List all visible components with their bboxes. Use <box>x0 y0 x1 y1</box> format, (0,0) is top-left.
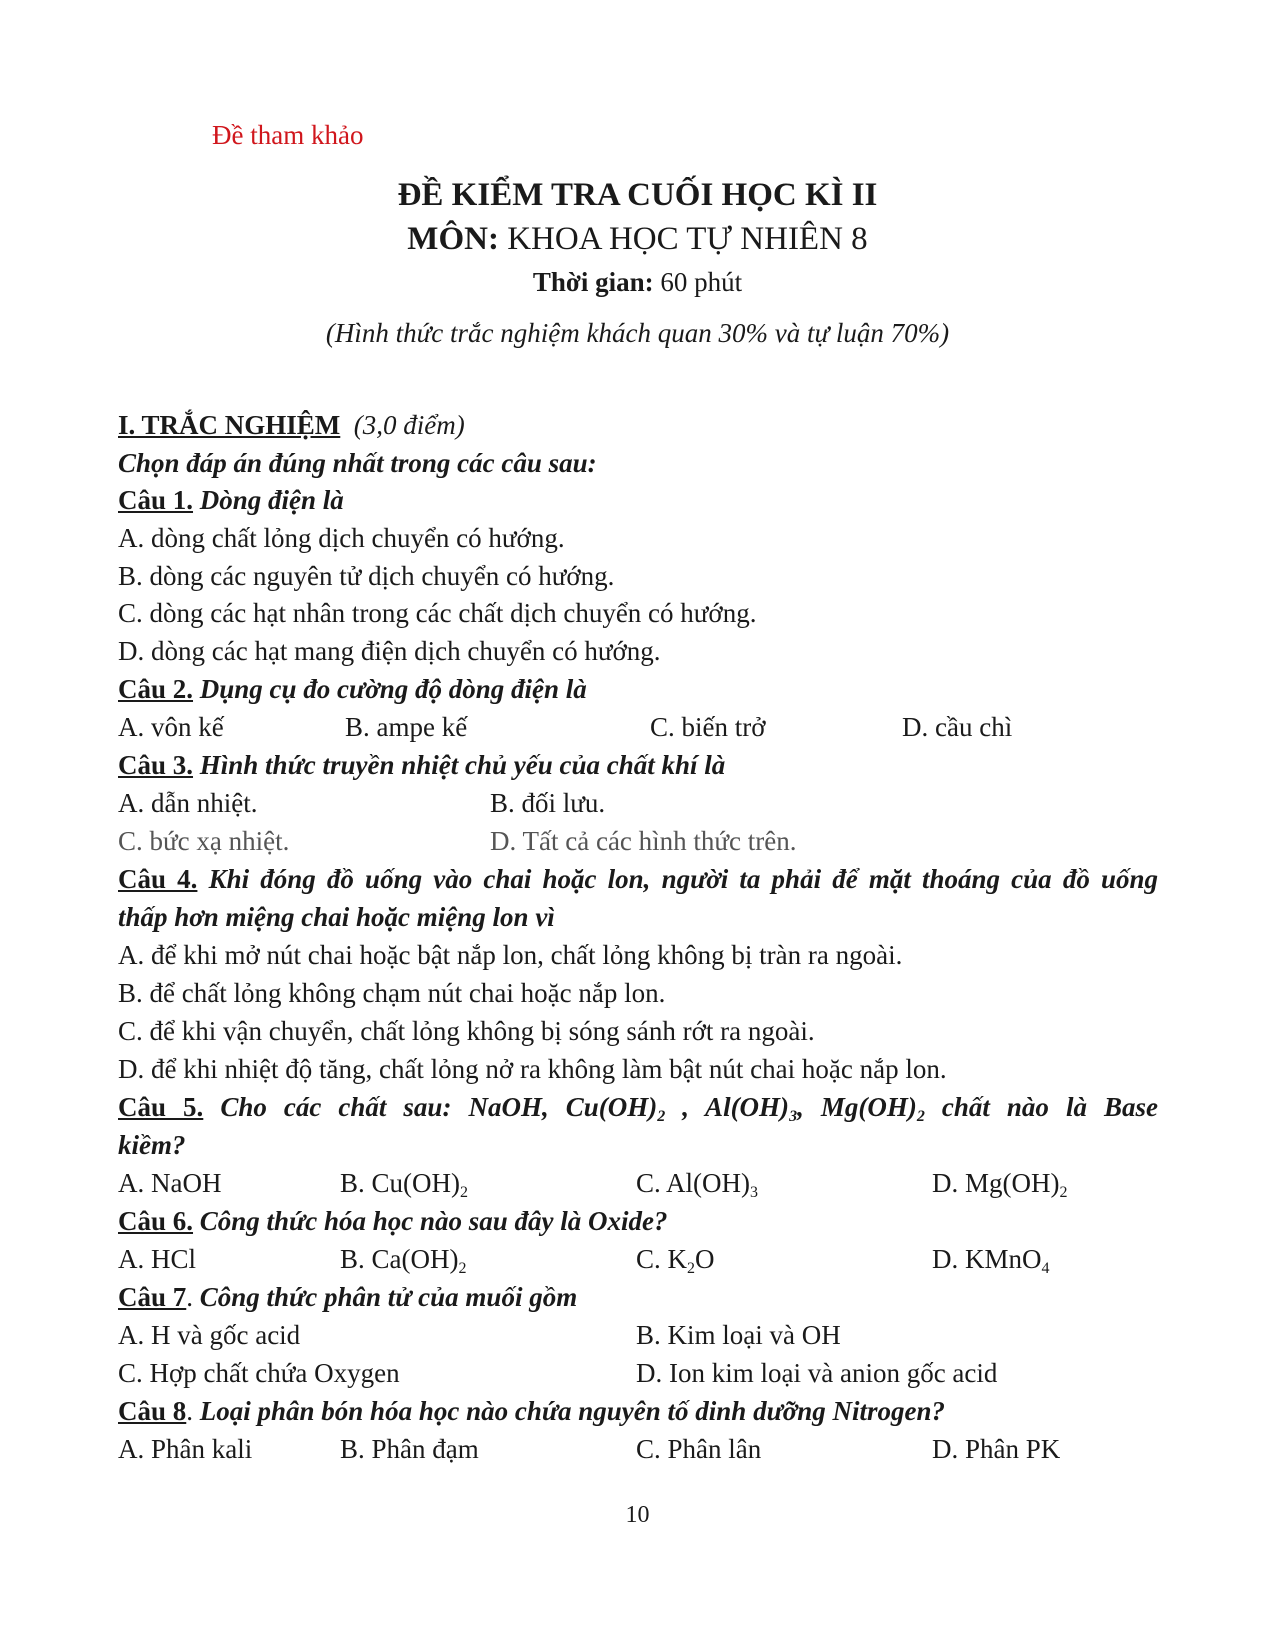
subscript: 3 <box>750 1184 758 1201</box>
section-heading <box>118 410 465 441</box>
q4-option-a: A. để khi mở nút chai hoặc bật nắp lon, chất lỏng không bị tràn ra ngoài. <box>118 940 903 970</box>
section-instruction: Chọn đáp án đúng nhất trong các câu sau: <box>118 448 597 478</box>
question-text <box>220 1092 1158 1125</box>
option-text: B. Ca(OH) <box>340 1244 459 1274</box>
subject-line <box>0 221 1275 258</box>
question-text: Loại phân bón hóa học nào chứa nguyên tố dinh dưỡng Nitrogen? <box>199 1396 946 1426</box>
q5-option-a: A. NaOH <box>118 1168 222 1198</box>
q7-option-b: B. Kim loại và OH <box>636 1320 841 1350</box>
question-7 <box>118 1282 577 1313</box>
q4-option-d: D. để khi nhiệt độ tăng, chất lỏng nở ra không làm bật nút chai hoặc nắp lon. <box>118 1054 947 1084</box>
question-text: Hình thức truyền nhiệt chủ yếu của chất khí là <box>199 750 726 780</box>
q8-option-c: C. Phân lân <box>636 1434 762 1464</box>
question-5-line-2: kiềm? <box>118 1130 186 1160</box>
text-part: chất nào là Base <box>924 1092 1158 1122</box>
q6-option-a: A. HCl <box>118 1244 197 1274</box>
q5-option-c <box>636 1168 758 1199</box>
question-number: Câu 4. <box>118 864 198 894</box>
question-8 <box>118 1396 945 1427</box>
question-number: Câu 8 <box>118 1396 187 1426</box>
q2-option-c: C. biến trở <box>650 712 766 742</box>
option-text: C. Al(OH) <box>636 1168 750 1198</box>
question-text: Công thức hóa học nào sau đây là Oxide? <box>199 1206 668 1236</box>
q7-option-a: A. H và gốc acid <box>118 1320 301 1350</box>
exam-title: ĐỀ KIỂM TRA CUỐI HỌC KÌ II <box>397 177 878 213</box>
subject-value: KHOA HỌC TỰ NHIÊN 8 <box>507 221 868 257</box>
q6-option-b <box>340 1244 466 1275</box>
q1-option-d: D. dòng các hạt mang điện dịch chuyển có hướng. <box>118 636 661 666</box>
subject-label: MÔN: <box>407 221 499 257</box>
q6-option-d <box>932 1244 1050 1275</box>
q8-option-b: B. Phân đạm <box>340 1434 479 1464</box>
text-part: , Mg(OH) <box>797 1092 917 1122</box>
option-text: O <box>695 1244 715 1274</box>
number-dot: . <box>186 1396 194 1426</box>
number-dot: . <box>186 1282 194 1312</box>
q5-option-b <box>340 1168 468 1199</box>
q3-option-c: C. bức xạ nhiệt. <box>118 826 290 856</box>
q1-option-b: B. dòng các nguyên tử dịch chuyển có hướng. <box>118 561 615 591</box>
q2-option-a: A. vôn kế <box>118 712 224 742</box>
question-number: Câu 2. <box>118 674 194 704</box>
question-4 <box>118 864 1158 895</box>
question-text: Công thức phân tử của muối gồm <box>199 1282 578 1312</box>
q3-option-b: B. đối lưu. <box>490 788 606 818</box>
subscript: 2 <box>460 1184 468 1201</box>
q4-option-b: B. để chất lỏng không chạm nút chai hoặc nắp lon. <box>118 978 666 1008</box>
q7-option-c: C. Hợp chất chứa Oxygen <box>118 1358 400 1388</box>
option-text: B. Cu(OH) <box>340 1168 460 1198</box>
question-5 <box>118 1092 1158 1123</box>
subscript: 3 <box>789 1108 798 1125</box>
q6-option-c <box>636 1244 715 1275</box>
question-4-line-2: thấp hơn miệng chai hoặc miệng lon vì <box>118 902 555 932</box>
q3-option-a: A. dẫn nhiệt. <box>118 788 258 818</box>
time-line <box>0 267 1275 298</box>
section-points: (3,0 điểm) <box>353 410 465 440</box>
question-number: Câu 6. <box>118 1206 194 1236</box>
question-number: Câu 7 <box>118 1282 187 1312</box>
subscript: 2 <box>458 1260 467 1277</box>
section-title: I. TRẮC NGHIỆM <box>118 410 341 440</box>
option-text: D. KMnO <box>932 1244 1042 1274</box>
subscript: 2 <box>687 1260 696 1277</box>
question-text: Khi đóng đồ uống vào chai hoặc lon, người ta phải để mặt thoáng của đồ uống <box>208 864 1159 894</box>
text-part: , Al(OH) <box>665 1092 790 1122</box>
subscript: 2 <box>657 1108 666 1125</box>
q3-option-d: D. Tất cả các hình thức trên. <box>490 826 797 856</box>
question-number: Câu 3. <box>118 750 194 780</box>
question-2 <box>118 674 587 705</box>
q1-option-c: C. dòng các hạt nhân trong các chất dịch chuyển có hướng. <box>118 598 757 628</box>
subscript: 4 <box>1041 1260 1050 1277</box>
reference-label: Đề tham khảo <box>212 120 364 150</box>
time-value: 60 phút <box>660 267 743 297</box>
question-1 <box>118 485 344 516</box>
q8-option-a: A. Phân kali <box>118 1434 253 1464</box>
format-note: (Hình thức trắc nghiệm khách quan 30% và tự luận 70%) <box>325 318 950 348</box>
q7-option-d: D. Ion kim loại và anion gốc acid <box>636 1358 998 1388</box>
question-text: Dụng cụ đo cường độ dòng điện là <box>199 674 587 704</box>
question-text: Dòng điện là <box>199 485 344 515</box>
question-3 <box>118 750 725 781</box>
time-label: Thời gian: <box>532 267 654 297</box>
q2-option-d: D. cầu chì <box>902 712 1013 742</box>
q1-option-a: A. dòng chất lỏng dịch chuyển có hướng. <box>118 523 565 553</box>
subscript: 2 <box>916 1108 925 1125</box>
q8-option-d: D. Phân PK <box>932 1434 1061 1464</box>
q5-option-d <box>932 1168 1068 1199</box>
q2-option-b: B. ampe kế <box>345 712 468 742</box>
subscript: 2 <box>1059 1184 1068 1201</box>
question-6 <box>118 1206 668 1237</box>
text-part: Cho các chất sau: NaOH, Cu(OH) <box>220 1092 658 1122</box>
option-text: D. Mg(OH) <box>932 1168 1060 1198</box>
option-text: C. K <box>636 1244 688 1274</box>
page-number: 10 <box>625 1502 650 1528</box>
q4-option-c: C. để khi vận chuyển, chất lỏng không bị sóng sánh rớt ra ngoài. <box>118 1016 815 1046</box>
question-number: Câu 5. <box>118 1092 204 1122</box>
question-number: Câu 1. <box>118 485 194 515</box>
